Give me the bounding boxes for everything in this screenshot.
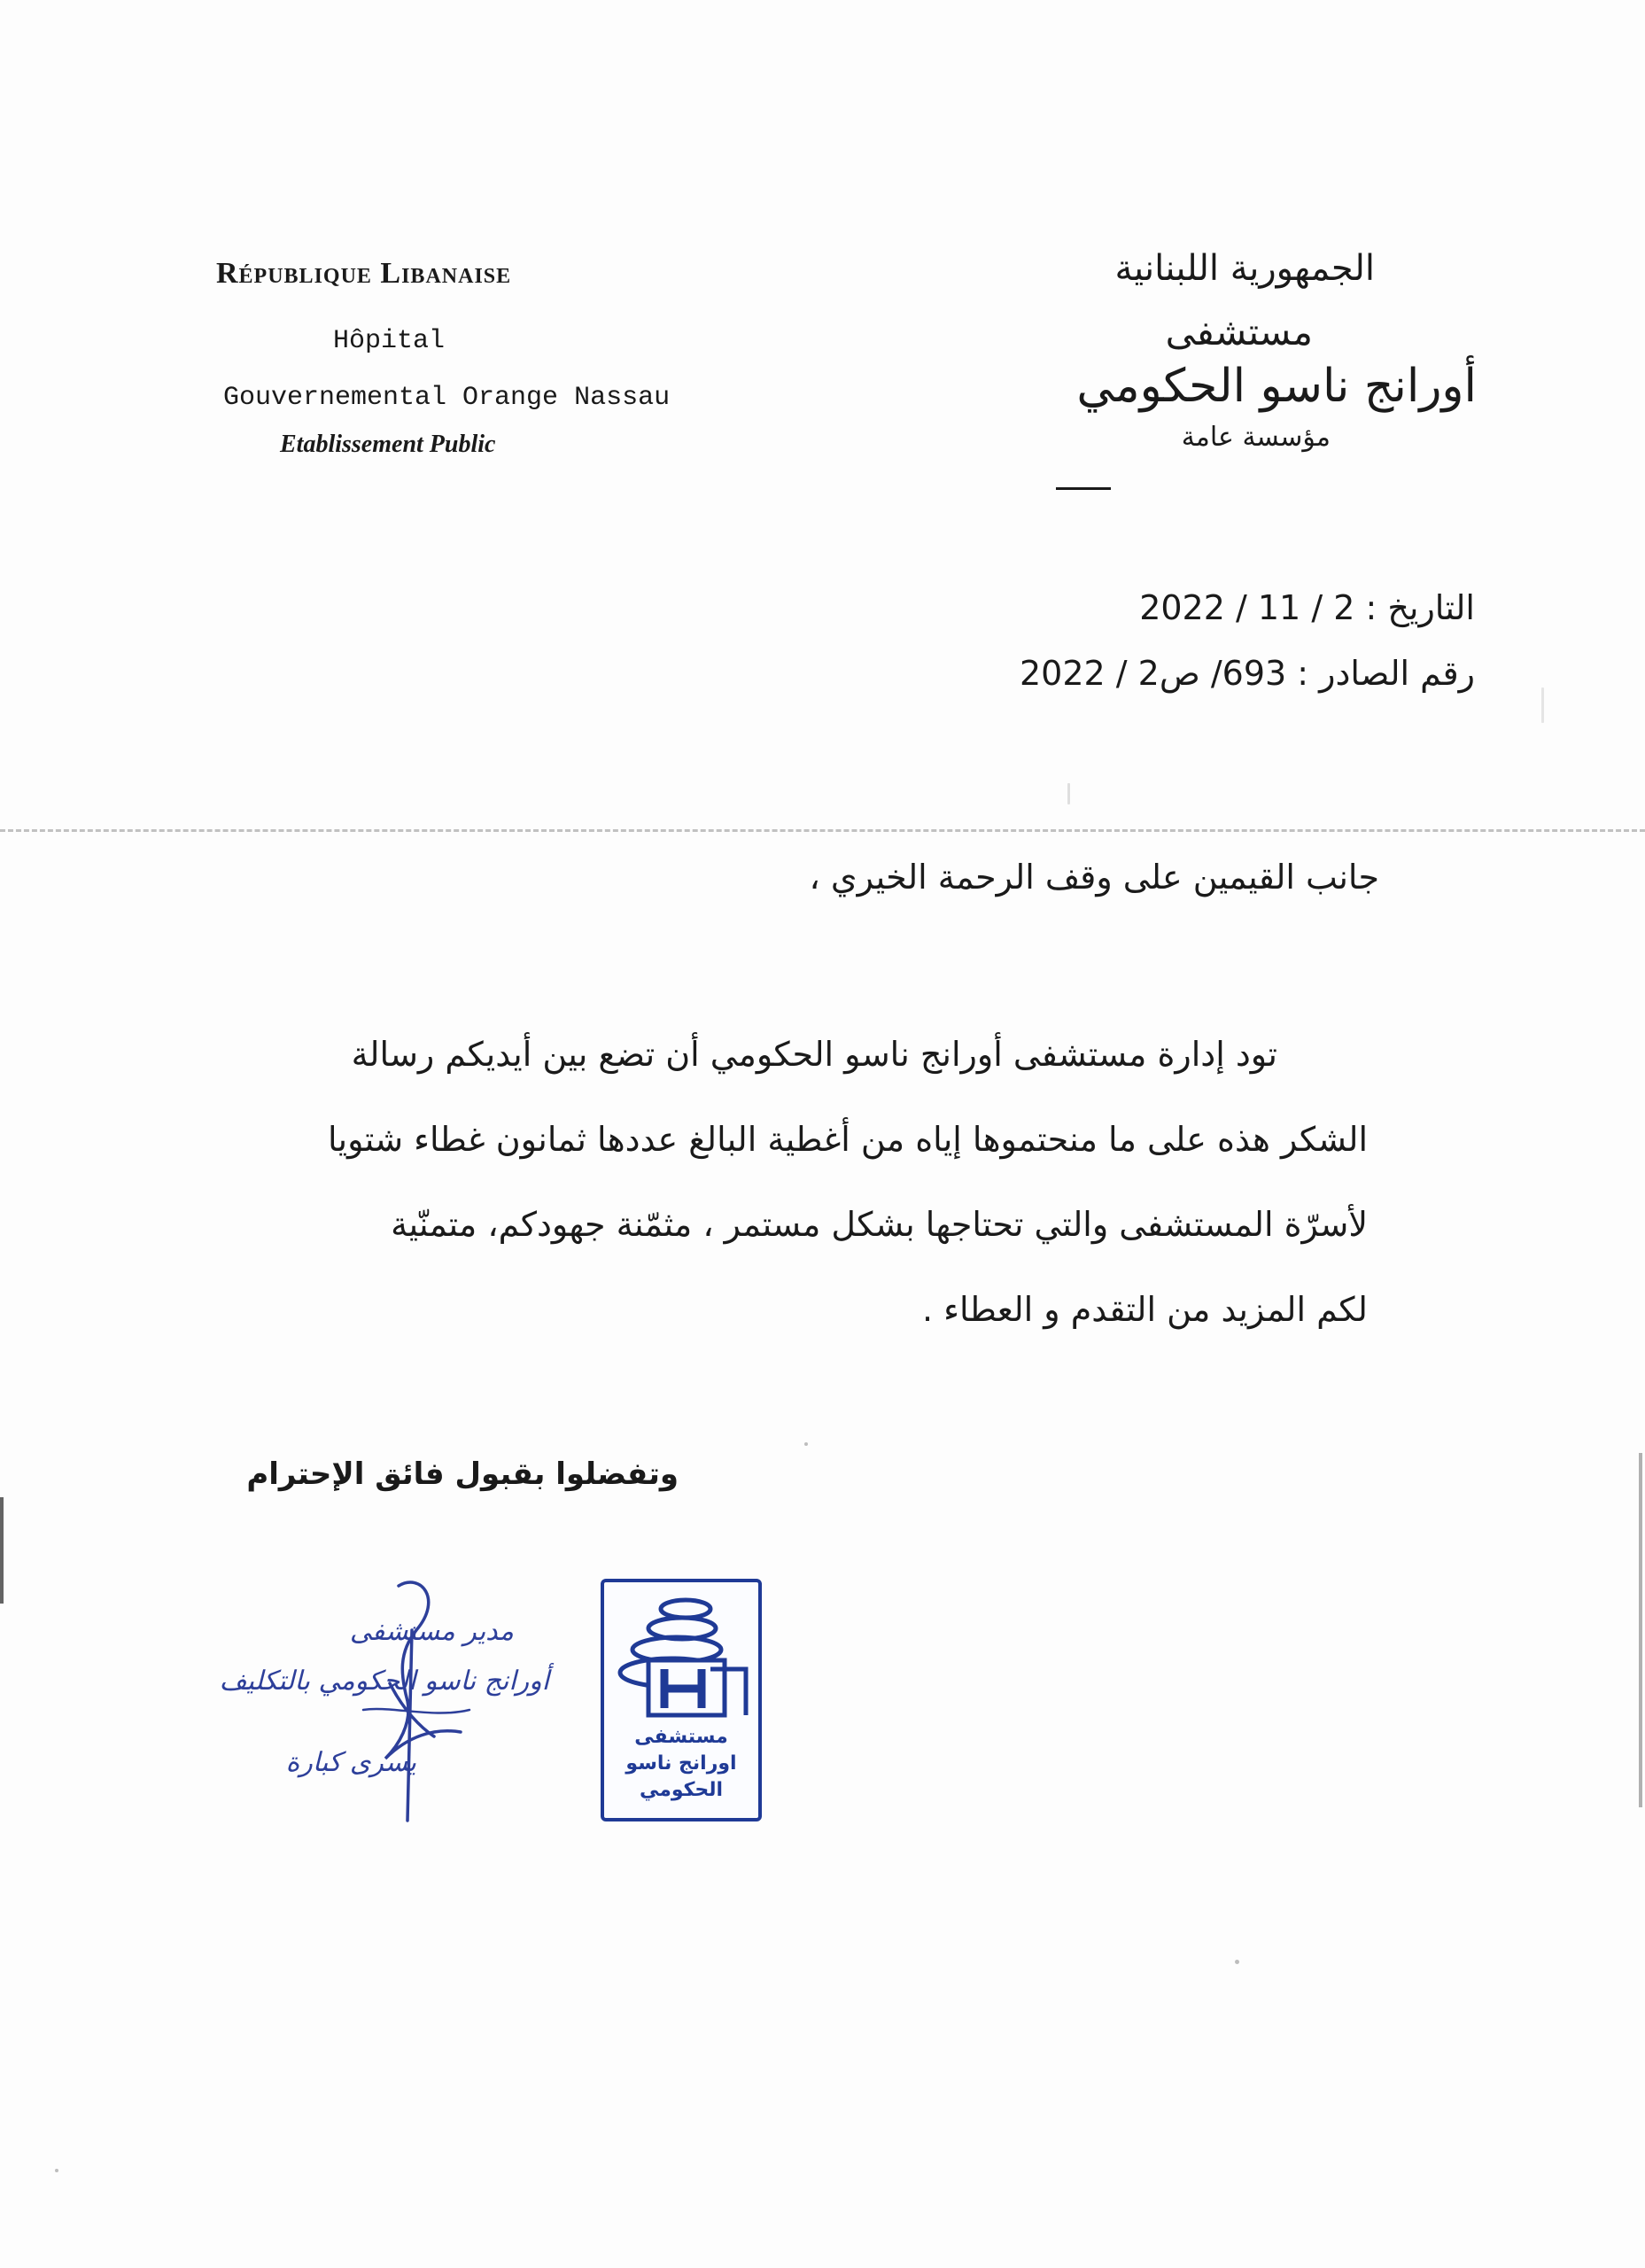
scan-speck: [1235, 1960, 1239, 1964]
scan-speck: [804, 1442, 808, 1446]
stamp-text: [604, 1724, 758, 1804]
stamp-line: مستشفى: [634, 1726, 728, 1748]
fold-line: [0, 829, 1645, 832]
republic-name-ar: الجمهورية اللبنانية: [1114, 248, 1375, 289]
hospital-name-ar: أورانج ناسو الحكومي: [1076, 360, 1477, 413]
republic-name-fr: République Libanaise: [216, 257, 512, 290]
scan-edge-mark: [1639, 1453, 1642, 1807]
hospital-label-fr: Hôpital: [333, 326, 446, 356]
scan-speck: [55, 2169, 58, 2172]
body-line: لكم المزيد من التقدم و العطاء .: [921, 1290, 1368, 1329]
status-fr: Etablissement Public: [280, 431, 496, 458]
addressee: جانب القيمين على وقف الرحمة الخيري ،: [809, 858, 1379, 897]
stamp-line: الحكومي: [639, 1779, 724, 1801]
signatory-title: مدير مستشفى: [349, 1616, 514, 1647]
signatory-title-continued: أورانج ناسو الحكومي بالتكليف: [219, 1666, 549, 1697]
body-line: لأسرّة المستشفى والتي تحتاجها بشكل مستمر ، مثمّنة جهودكم، متمنّية: [391, 1205, 1368, 1244]
hospital-logo-icon: [613, 1591, 749, 1720]
scan-speck: [1541, 687, 1544, 723]
letter-body: [211, 1028, 1368, 1368]
hospital-stamp: [601, 1579, 762, 1821]
signatory-name: يسرى كبارة: [285, 1747, 416, 1778]
scan-speck: [1067, 783, 1070, 804]
body-line: الشكر هذه على ما منحتموها إياه من أغطية البالغ عددها ثمانون غطاء شتويا: [327, 1120, 1368, 1159]
status-ar: مؤسسة عامة: [1181, 422, 1331, 453]
closing-salutation: وتفضلوا بقبول فائق الإحترام: [246, 1456, 679, 1492]
hospital-name-fr: Gouvernemental Orange Nassau: [223, 383, 671, 413]
scan-edge-mark: [0, 1497, 4, 1604]
hospital-label-ar: مستشفى: [1165, 310, 1313, 353]
signature-block: [168, 1577, 594, 1825]
handwritten-signature: [337, 1577, 478, 1825]
stamp-line: اورانج ناسو: [625, 1752, 737, 1775]
header-divider: [1056, 487, 1111, 490]
letter-date: التاريخ : 2 / 11 / 2022: [1139, 588, 1475, 627]
reference-number: رقم الصادر : 693/ ص2 / 2022: [1019, 654, 1475, 693]
body-line: تود إدارة مستشفى أورانج ناسو الحكومي أن تضع بين أيديكم رسالة: [351, 1035, 1277, 1074]
